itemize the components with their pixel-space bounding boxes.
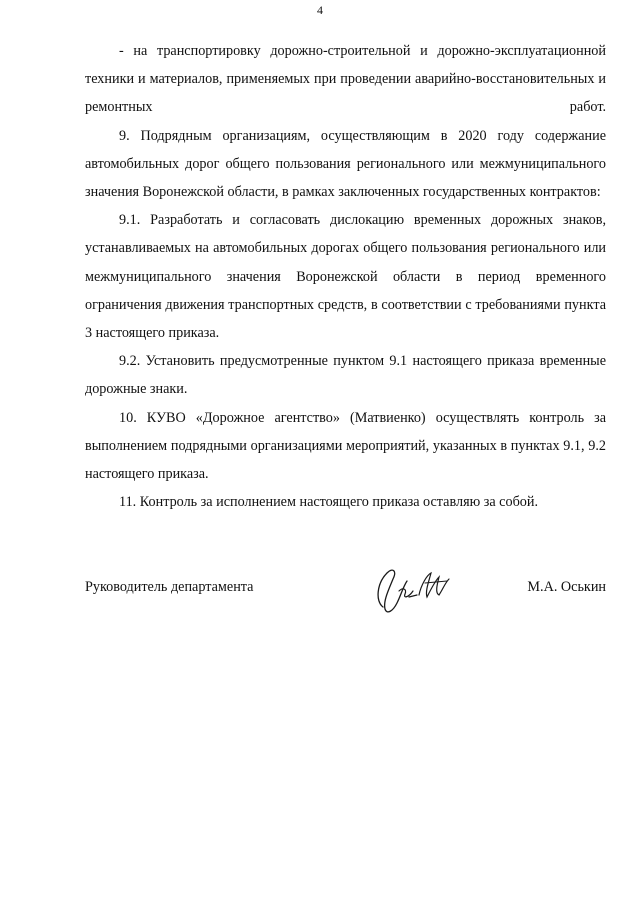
signatory-name: М.А. Оськин	[527, 579, 606, 595]
paragraph-9: 9. Подрядным организациям, осуществляющим в 2020 году содержание автомобильных дорог общего пользования регионального или межмуниципального значения Воронежской области, в рамках заключенных государственных контрактов:	[85, 127, 606, 201]
paragraph-transport: - на транспортировку дорожно-строительной и дорожно-эксплуатационной техники и материалов, применяемых при проведении аварийно-восстановительных и ремонтных работ.	[85, 43, 606, 116]
paragraph-9-1: 9.1. Разработать и согласовать дислокацию временных дорожных знаков, устанавливаемых на автомобильных дорогах общего пользования регионального или межмуниципального значения Воронежской области в период временного ограничения движения транспортных средств, в соответствии с требованиями пункта 3 настоящего приказа.	[85, 212, 606, 342]
paragraph-10: 10. КУВО «Дорожное агентство» (Матвиенко) осуществлять контроль за выполнением подрядными организациями мероприятий, указанных в пунктах 9.1, 9.2 настоящего приказа.	[85, 409, 606, 483]
signature-block	[85, 561, 606, 621]
paragraph-9-2: 9.2. Установить предусмотренные пунктом 9.1 настоящего приказа временные дорожные знаки.	[85, 353, 606, 398]
page-number: 4	[317, 3, 323, 17]
document-body	[85, 37, 606, 516]
paragraph-11: 11. Контроль за исполнением настоящего приказа оставляю за собой.	[119, 494, 539, 511]
signatory-title: Руководитель департамента	[85, 579, 254, 595]
handwritten-signature	[369, 561, 459, 621]
